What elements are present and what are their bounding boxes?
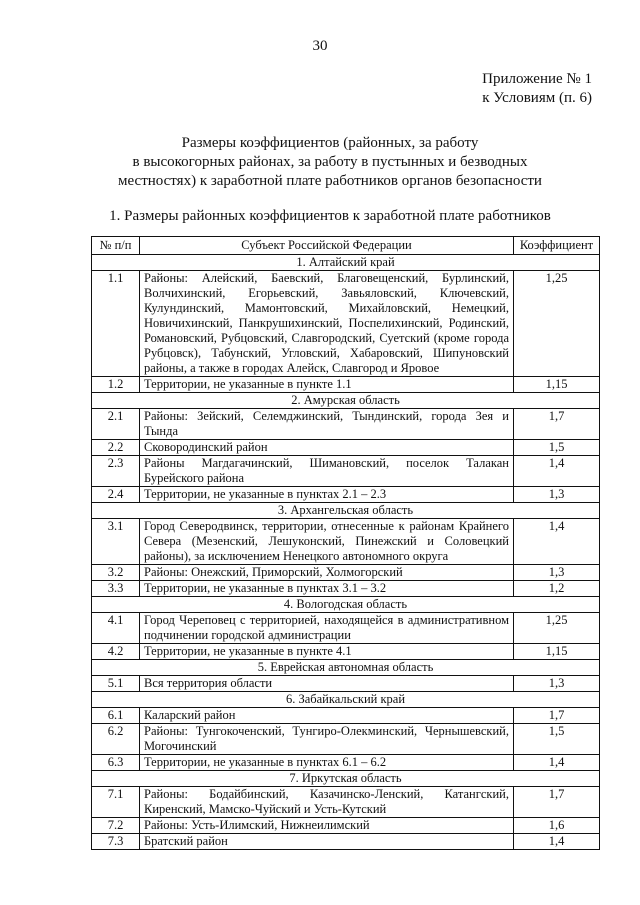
row-number: 6.2	[92, 724, 140, 755]
table-row	[92, 787, 600, 818]
row-number: 5.1	[92, 676, 140, 692]
header-subject: Субъект Российской Федерации	[140, 237, 514, 255]
table-row	[92, 456, 600, 487]
row-subject: Сковородинский район	[140, 440, 514, 456]
table-row	[92, 834, 600, 850]
row-coefficient: 1,25	[514, 271, 600, 377]
row-subject: Районы: Алейский, Баевский, Благовещенский, Бурлинский, Волчихинский, Егорьевский, Завьяловский, Ключевский, Кулундинский, Мамонтовский, Михайловский, Немецкий, Новичихинский, Панкрушихинский, Поспелихинский, Родинский, Романовский, Рубцовский, Славгородский, Суетский (кроме города Рубцовск), Табунский, Угловский, Хабаровский, Шипуновский районы, а также в городах Алейск, Славгород и Яровое	[140, 271, 514, 377]
row-number: 2.3	[92, 456, 140, 487]
appendix-reference	[482, 70, 592, 108]
row-number: 3.2	[92, 565, 140, 581]
row-coefficient: 1,4	[514, 834, 600, 850]
table-row	[92, 708, 600, 724]
row-coefficient: 1,7	[514, 708, 600, 724]
row-number: 6.1	[92, 708, 140, 724]
appendix-line-2: к Условиям (п. 6)	[482, 90, 592, 106]
row-coefficient: 1,7	[514, 409, 600, 440]
title-line-2: в высокогорных районах, за работу в пустынных и безводных	[132, 154, 528, 170]
row-number: 3.3	[92, 581, 140, 597]
row-coefficient: 1,3	[514, 676, 600, 692]
row-subject: Районы: Зейский, Селемджинский, Тындинский, города Зея и Тында	[140, 409, 514, 440]
table-row	[92, 440, 600, 456]
page-number: 30	[312, 38, 328, 54]
title-line-1: Размеры коэффициентов (районных, за работу	[181, 135, 479, 151]
appendix-line-1: Приложение № 1	[482, 71, 592, 87]
row-coefficient: 1,6	[514, 818, 600, 834]
table-group-row	[92, 503, 600, 519]
row-number: 1.2	[92, 377, 140, 393]
region-heading: 1. Алтайский край	[92, 255, 600, 271]
region-heading: 2. Амурская область	[92, 393, 600, 409]
row-subject: Районы: Усть-Илимский, Нижнеилимский	[140, 818, 514, 834]
row-number: 6.3	[92, 755, 140, 771]
row-coefficient: 1,4	[514, 456, 600, 487]
table-group-row	[92, 393, 600, 409]
row-subject: Территории, не указанные в пунктах 6.1 – 6.2	[140, 755, 514, 771]
row-subject: Территории, не указанные в пункте 1.1	[140, 377, 514, 393]
title-line-3: местностях) к заработной плате работников органов безопасности	[118, 173, 542, 189]
table-header-row	[92, 237, 600, 255]
row-number: 2.1	[92, 409, 140, 440]
row-subject: Вся территория области	[140, 676, 514, 692]
row-subject: Территории, не указанные в пункте 4.1	[140, 644, 514, 660]
row-subject: Каларский район	[140, 708, 514, 724]
row-number: 7.1	[92, 787, 140, 818]
header-number: № п/п	[92, 237, 140, 255]
table-row	[92, 271, 600, 377]
region-heading: 6. Забайкальский край	[92, 692, 600, 708]
region-heading: 4. Вологодская область	[92, 597, 600, 613]
header-coefficient: Коэффициент	[514, 237, 600, 255]
row-coefficient: 1,3	[514, 565, 600, 581]
row-subject: Районы Магдагачинский, Шимановский, поселок Талакан Бурейского района	[140, 456, 514, 487]
table-row	[92, 644, 600, 660]
region-heading: 3. Архангельская область	[92, 503, 600, 519]
row-number: 2.2	[92, 440, 140, 456]
coefficients-table-wrapper	[91, 236, 600, 850]
row-coefficient: 1,4	[514, 755, 600, 771]
table-row	[92, 613, 600, 644]
table-group-row	[92, 660, 600, 676]
document-title	[60, 134, 600, 191]
row-subject: Территории, не указанные в пунктах 3.1 – 3.2	[140, 581, 514, 597]
table-row	[92, 755, 600, 771]
row-coefficient: 1,3	[514, 487, 600, 503]
row-coefficient: 1,15	[514, 377, 600, 393]
table-row	[92, 724, 600, 755]
table-row	[92, 565, 600, 581]
table-row	[92, 581, 600, 597]
row-subject: Территории, не указанные в пунктах 2.1 – 2.3	[140, 487, 514, 503]
table-row	[92, 519, 600, 565]
row-coefficient: 1,2	[514, 581, 600, 597]
row-subject: Районы: Тунгокоченский, Тунгиро-Олекминский, Чернышевский, Могочинский	[140, 724, 514, 755]
row-coefficient: 1,15	[514, 644, 600, 660]
row-number: 4.2	[92, 644, 140, 660]
row-subject: Братский район	[140, 834, 514, 850]
row-subject: Районы: Онежский, Приморский, Холмогорский	[140, 565, 514, 581]
row-coefficient: 1,4	[514, 519, 600, 565]
row-subject: Районы: Бодайбинский, Казачинско-Ленский, Катангский, Киренский, Мамско-Чуйский и Усть-Кутский	[140, 787, 514, 818]
section-title: 1. Размеры районных коэффициентов к заработной плате работников	[109, 208, 551, 224]
row-coefficient: 1,5	[514, 724, 600, 755]
table-row	[92, 818, 600, 834]
row-number: 1.1	[92, 271, 140, 377]
row-number: 4.1	[92, 613, 140, 644]
row-number: 3.1	[92, 519, 140, 565]
row-number: 7.3	[92, 834, 140, 850]
region-heading: 7. Иркутская область	[92, 771, 600, 787]
table-row	[92, 409, 600, 440]
table-group-row	[92, 692, 600, 708]
row-subject: Город Череповец с территорией, находящейся в административном подчинении городской администрации	[140, 613, 514, 644]
row-subject: Город Северодвинск, территории, отнесенные к районам Крайнего Севера (Мезенский, Лешуконский, Пинежский и Соловецкий районы), за исключением Ненецкого автономного округа	[140, 519, 514, 565]
table-row	[92, 487, 600, 503]
table-group-row	[92, 771, 600, 787]
table-row	[92, 676, 600, 692]
table-body	[92, 255, 600, 850]
coefficients-table	[91, 236, 600, 850]
row-number: 7.2	[92, 818, 140, 834]
table-row	[92, 377, 600, 393]
row-coefficient: 1,25	[514, 613, 600, 644]
region-heading: 5. Еврейская автономная область	[92, 660, 600, 676]
row-coefficient: 1,7	[514, 787, 600, 818]
table-group-row	[92, 255, 600, 271]
row-number: 2.4	[92, 487, 140, 503]
row-coefficient: 1,5	[514, 440, 600, 456]
table-group-row	[92, 597, 600, 613]
